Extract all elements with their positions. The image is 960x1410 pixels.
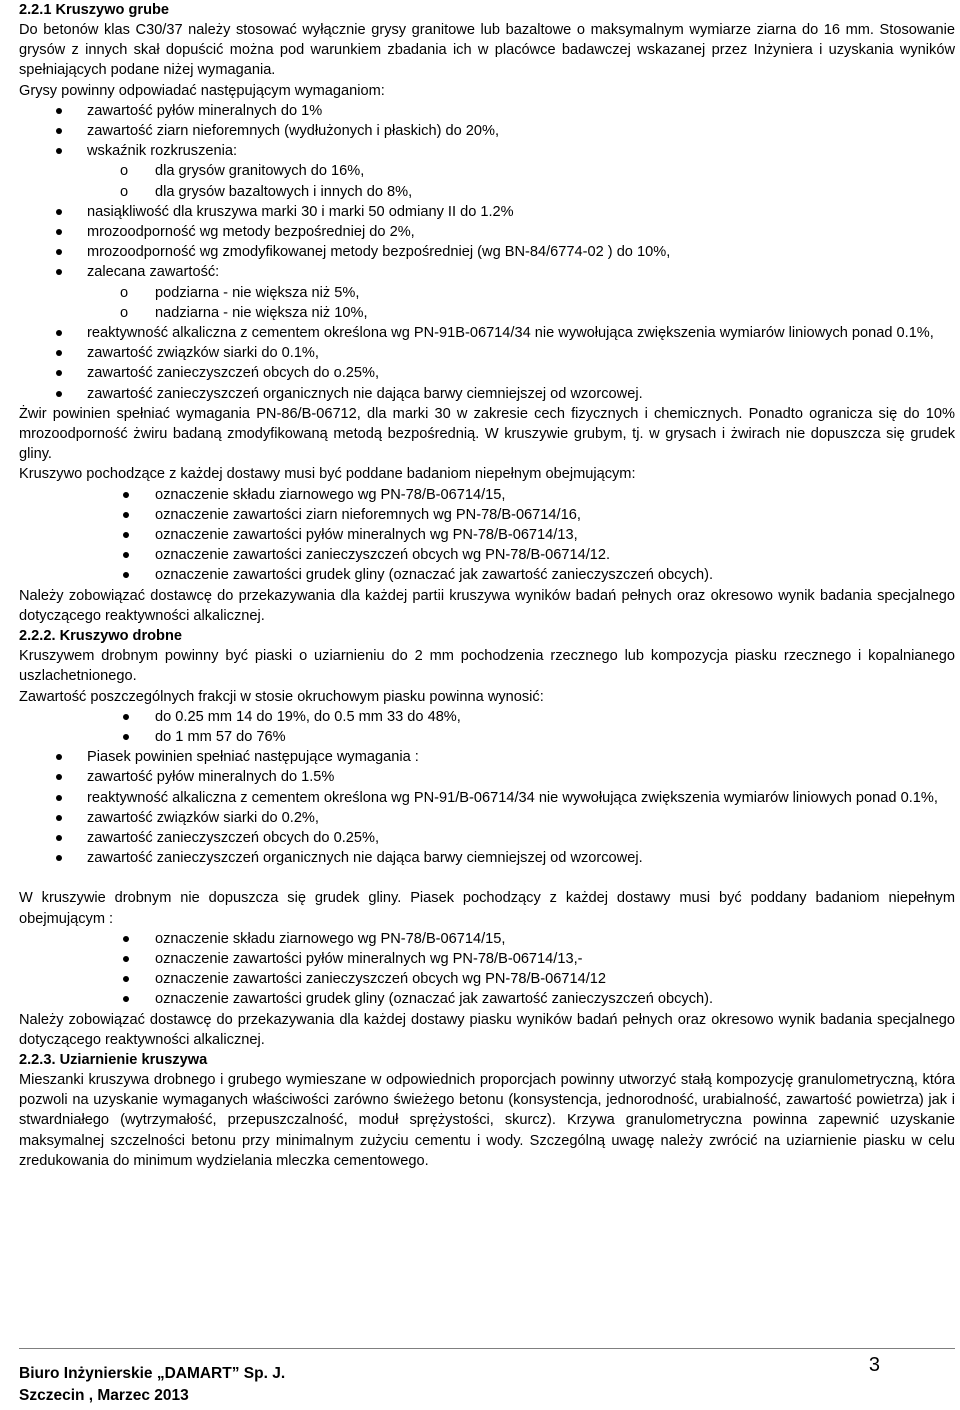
list-item: nasiąkliwość dla kruszywa marki 30 i marki 50 odmiany II do 1.2% — [19, 202, 955, 222]
section-heading-2-2-3: 2.2.3. Uziarnienie kruszywa — [19, 1051, 208, 1068]
list-item: reaktywność alkaliczna z cementem określona wg PN-91B-06714/34 nie wywołująca zwiększenia wymiarów liniowych ponad 0.1%, — [19, 323, 955, 343]
paragraph: Zawartość poszczególnych frakcji w stosie okruchowym piasku powinna wynosić: — [19, 688, 544, 705]
sand-requirements-list — [19, 747, 955, 868]
list-item: oznaczenie zawartości grudek gliny (oznaczać jak zawartość zanieczyszczeń obcych). — [19, 565, 955, 585]
sub-list-item: o dla grysów granitowych do 16%, — [19, 161, 955, 181]
list-item: oznaczenie zawartości ziarn nieforemnych wg PN-78/B-06714/16, — [19, 505, 955, 525]
document-body — [19, 0, 955, 1171]
paragraph: Należy zobowiązać dostawcę do przekazywania dla każdej dostawy piasku wyników badań pełnych oraz okresowo wynik badania specjalnego dotyczącego reaktywności alkalicznej. — [19, 1011, 955, 1048]
footer-place-date: Szczecin , Marzec 2013 — [19, 1387, 189, 1404]
list-item: oznaczenie zawartości grudek gliny (oznaczać jak zawartość zanieczyszczeń obcych). — [19, 989, 955, 1009]
paragraph: Należy zobowiązać dostawcę do przekazywania dla każdej partii kruszywa wyników badań pełnych oraz okresowo wynik badania specjalnego dotyczącego reaktywności alkalicznej. — [19, 587, 955, 624]
sub-list-item: o nadziarna - nie większa niż 10%, — [19, 303, 955, 323]
list-item: oznaczenie zawartości zanieczyszczeń obcych wg PN-78/B-06714/12. — [19, 545, 955, 565]
page-number: 3 — [868, 1354, 880, 1376]
sand-tests-list — [19, 929, 955, 1010]
list-item: Piasek powinien spełniać następujące wymagania : — [19, 747, 955, 767]
fractions-list — [19, 707, 955, 747]
footer — [19, 1363, 285, 1407]
list-item: zawartość związków siarki do 0.1%, — [19, 343, 955, 363]
list-item: zawartość pyłów mineralnych do 1.5% — [19, 767, 955, 787]
list-item: reaktywność alkaliczna z cementem określona wg PN-91/B-06714/34 nie wywołująca zwiększenia wymiarów liniowych ponad 0.1%, — [19, 788, 955, 808]
list-item: oznaczenie zawartości pyłów mineralnych wg PN-78/B-06714/13,- — [19, 949, 955, 969]
list-item: mrozoodporność wg metody bezpośredniej do 2%, — [19, 222, 955, 242]
list-item: zawartość zanieczyszczeń obcych do o.25%, — [19, 363, 955, 383]
footer-divider — [19, 1348, 955, 1349]
list-item: oznaczenie zawartości zanieczyszczeń obcych wg PN-78/B-06714/12 — [19, 969, 955, 989]
list-item: oznaczenie zawartości pyłów mineralnych wg PN-78/B-06714/13, — [19, 525, 955, 545]
list-item: zawartość pyłów mineralnych do 1% — [19, 101, 955, 121]
paragraph: Mieszanki kruszywa drobnego i grubego wymieszane w odpowiednich proporcjach powinny utworzyć stałą kompozycję granulometryczną, która pozwoli na uzyskanie wymaganych właściwości zarówno świeżego betonu (konsystencja, jednorodność, urabialność, zawartość powietrza) jak i stwardniałego (wytrzymałość, przepuszczalność, moduł sprężystości, skurcz). Krzywa granulometryczna powinna zapewnić uzyskanie maksymalnej szczelności betonu przy minimalnym zużyciu cementu i wody. Szczególną uwagę należy zwrócić na uziarnienie piasku w celu zredukowania do minimum wydzielania mleczka cementowego. — [19, 1071, 955, 1169]
list-item: do 0.25 mm 14 do 19%, do 0.5 mm 33 do 48%, — [19, 707, 955, 727]
list-item: do 1 mm 57 do 76% — [19, 727, 955, 747]
spacer — [19, 868, 955, 888]
paragraph: Do betonów klas C30/37 należy stosować wyłącznie grysy granitowe lub bazaltowe o maksymalnym wymiarze ziarna do 16 mm. Stosowanie grysów z innych skał dopuścić można pod warunkiem zbadania ich w placówce badawczej wskazanej przez Inżyniera i uzyskania wyników spełniających podane niżej wymagania. — [19, 22, 955, 79]
paragraph: Kruszywo pochodzące z każdej dostawy musi być poddane badaniom niepełnym obejmującym: — [19, 466, 636, 483]
list-item: mrozoodporność wg zmodyfikowanej metody bezpośredniej (wg BN-84/6774-02 ) do 10%, — [19, 242, 955, 262]
list-item: zawartość zanieczyszczeń obcych do 0.25%, — [19, 828, 955, 848]
list-item: wskaźnik rozkruszenia: — [19, 141, 955, 161]
paragraph: W kruszywie drobnym nie dopuszcza się grudek gliny. Piasek pochodzący z każdej dostawy musi być poddany badaniom niepełnym obejmującym : — [19, 890, 955, 927]
list-item: oznaczenie składu ziarnowego wg PN-78/B-06714/15, — [19, 929, 955, 949]
paragraph: Żwir powinien spełniać wymagania PN-86/B-06712, dla marki 30 w zakresie cech fizycznych i chemicznych. Ponadto ogranicza się do 10% mrozoodporność żwiru badaną zmodyfikowaną metodą bezpośrednią. W kruszywie grubym, tj. w grysach i żwirach nie dopuszcza się grudek gliny. — [19, 405, 955, 463]
footer-company: Biuro Inżynierskie „DAMART” Sp. J. — [19, 1365, 286, 1382]
paragraph: Grysy powinny odpowiadać następującym wymaganiom: — [19, 82, 385, 99]
list-item: zawartość zanieczyszczeń organicznych nie dająca barwy ciemniejszej od wzorcowej. — [19, 848, 955, 868]
list-item: zawartość ziarn nieforemnych (wydłużonych i płaskich) do 20%, — [19, 121, 955, 141]
sub-list-item: o dla grysów bazaltowych i innych do 8%, — [19, 182, 955, 202]
section-heading-2-2-1: 2.2.1 Kruszywo grube — [19, 2, 170, 18]
list-item: zawartość związków siarki do 0.2%, — [19, 808, 955, 828]
list-item: oznaczenie składu ziarnowego wg PN-78/B-06714/15, — [19, 485, 955, 505]
paragraph: Kruszywem drobnym powinny być piaski o uziarnieniu do 2 mm pochodzenia rzecznego lub kompozycja piasku rzecznego i kopalnianego uszlachetnionego. — [19, 648, 955, 685]
list-item: zawartość zanieczyszczeń organicznych nie dająca barwy ciemniejszej od wzorcowej. — [19, 384, 955, 404]
sub-list-item: o podziarna - nie większa niż 5%, — [19, 283, 955, 303]
tests-list — [19, 485, 955, 586]
requirements-list — [19, 101, 955, 404]
section-heading-2-2-2: 2.2.2. Kruszywo drobne — [19, 628, 183, 645]
list-item: zalecana zawartość: — [19, 262, 955, 282]
